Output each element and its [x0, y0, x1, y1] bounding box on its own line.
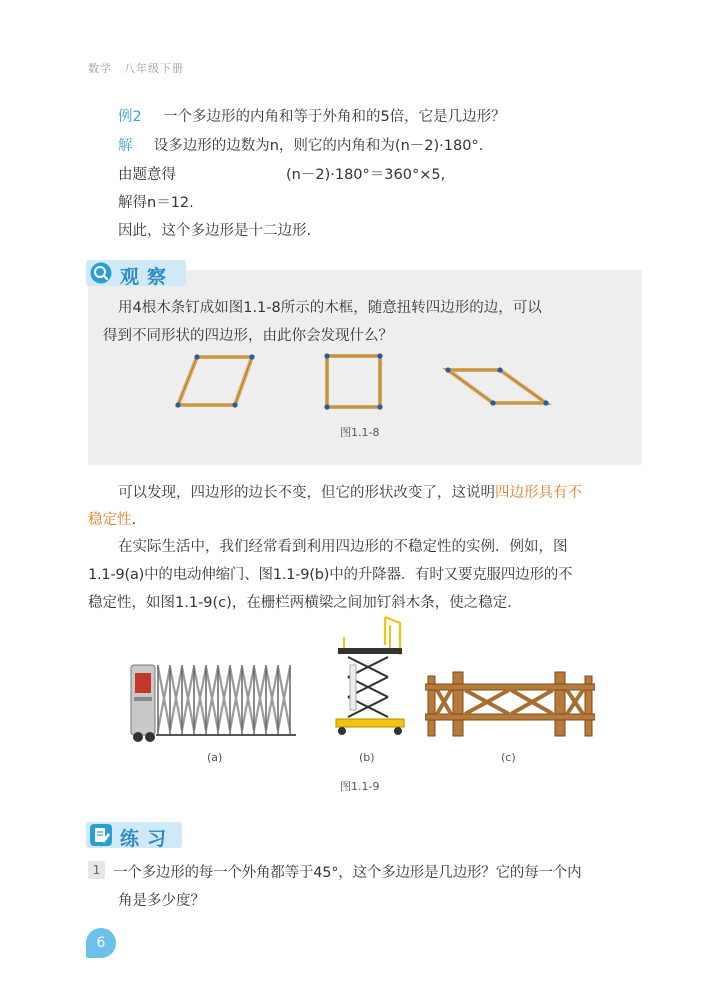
- solution-line-1: [118, 134, 483, 155]
- discovery-text: 可以发现，四边形的边长不变，但它的形状改变了，这说明: [118, 485, 495, 501]
- example-question: 一个多边形的内角和等于外角和的5倍，它是几边形？: [162, 109, 506, 125]
- examples-line-1: 在实际生活中，我们经常看到利用四边形的不稳定性的实例．例如，图: [118, 539, 568, 555]
- discovery-end: .: [131, 512, 137, 528]
- sub-caption-c: (c): [501, 751, 516, 764]
- solution-text: 设多边形的边数为n，则它的内角和为(n－2)·180°.: [153, 138, 484, 154]
- figure-1-1-9-caption: 图1.1-9: [340, 780, 380, 793]
- parallelogram-frame-right: [445, 367, 548, 405]
- sub-caption-b: (b): [359, 751, 375, 764]
- exercise-number: 1: [88, 861, 105, 879]
- observe-text-line-1: 用4根木条钉成如图1.1-8所示的木框，随意扭转四边形的边，可以: [118, 300, 542, 316]
- examples-line-2: 1.1-9(a)中的电动伸缩门、图1.1-9(b)中的升降器．有时又要克服四边形的不: [88, 567, 573, 583]
- sub-caption-a: (a): [207, 751, 223, 764]
- discovery-line-2: [88, 508, 136, 529]
- exercise-line-2: 角是多少度？: [118, 893, 205, 909]
- magnifier-icon: [90, 262, 112, 284]
- solution-equation: (n－2)·180°＝360°×5,: [286, 167, 446, 183]
- wooden-fence-image: [425, 668, 595, 738]
- notebook-pencil-icon: [89, 823, 113, 847]
- solution-label: 解: [118, 138, 133, 154]
- observe-title: 观察: [120, 266, 175, 288]
- rhombus-frame-left: [175, 354, 254, 407]
- scissor-lift-image: [330, 615, 410, 745]
- solution-line-4: 因此，这个多边形是十二边形.: [118, 223, 312, 239]
- running-head: 数学 八年级下册: [88, 62, 184, 75]
- figure-1-1-8: [160, 345, 580, 420]
- examples-line-3: 稳定性，如图1.1-9(c)，在栅栏两横梁之间加钉斜木条，使之稳定．: [88, 595, 522, 611]
- instability-highlight-1: 四边形具有不: [495, 485, 582, 501]
- example-question-line: [118, 105, 506, 126]
- exercise-line-1: 一个多边形的每一个外角都等于45°，这个多边形是几边形？它的每一个内: [113, 865, 582, 881]
- page-number: 6: [86, 928, 116, 958]
- retractable-gate-image: [128, 655, 303, 745]
- instability-highlight-2: 稳定性: [88, 512, 132, 528]
- figure-1-1-8-caption: 图1.1-8: [340, 426, 380, 439]
- example-label: 例2: [118, 109, 142, 125]
- discovery-line-1: [118, 481, 582, 502]
- solution-line-3: 解得n＝12.: [118, 195, 194, 211]
- observe-text-line-2: 得到不同形状的四边形，由此你会发现什么？: [103, 328, 393, 344]
- solution-line-2-prefix: 由题意得: [118, 167, 176, 183]
- practice-title: 练习: [120, 828, 175, 850]
- square-frame-middle: [324, 353, 382, 409]
